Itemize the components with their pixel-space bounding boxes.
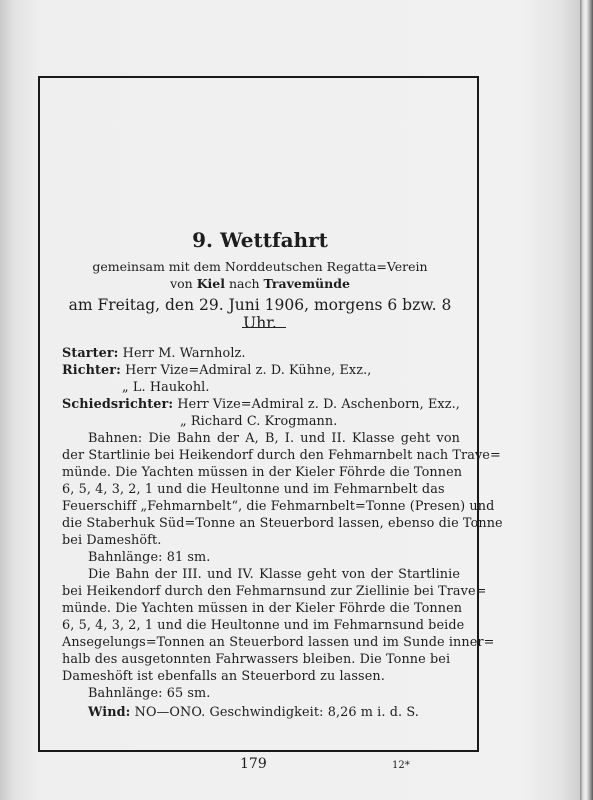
route-length-1: Bahnlänge: 81 sm. — [88, 550, 211, 565]
richter-value: Herr Vize=Admiral z. D. Kühne, Exz., — [120, 363, 372, 378]
body-line: münde. Die Yachten müssen in der Kieler Föhrde die Tonnen — [62, 465, 463, 480]
body-line: Die Bahn der III. und IV. Klasse geht von der Startlinie — [88, 567, 460, 582]
body-line: 6, 5, 4, 3, 2, 1 und die Heultonne und im Fehmarnsund beide — [62, 618, 465, 633]
divider-rule — [242, 327, 286, 328]
race-date: am Freitag, den 29. Juni 1906, morgens 6 bzw. 8 Uhr. — [68, 296, 452, 332]
body-line: Ansegelungs=Tonnen an Steuerbord lassen und im Sunde inner= — [62, 635, 495, 650]
route-to: Travemünde — [263, 276, 350, 291]
body-line: bei Dameshöft. — [62, 533, 162, 548]
signature-mark: 12* — [392, 760, 410, 771]
wind-line — [88, 705, 419, 720]
wind-label: Wind: — [88, 705, 131, 720]
starter-line — [62, 346, 246, 361]
starter-value: Herr M. Warnholz. — [118, 346, 246, 361]
body-line: münde. Die Yachten müssen in der Kieler Föhrde die Tonnen — [62, 601, 463, 616]
speed-value: 8,26 m i. d. S. — [323, 705, 419, 720]
body-line: Bahnen: Die Bahn der A, B, I. und II. Klasse geht von — [88, 431, 460, 446]
richter-line-2: „ L. Haukohl. — [122, 380, 210, 395]
schieds-line — [62, 397, 460, 412]
page-number: 179 — [240, 756, 267, 772]
speed-label: Geschwindigkeit: — [205, 705, 324, 720]
body-line: Dameshöft ist ebenfalls an Steuerbord zu lassen. — [62, 669, 385, 684]
richter-line — [62, 363, 371, 378]
richter-label: Richter: — [62, 363, 121, 378]
page-edge — [580, 0, 593, 800]
body-line: Feuerschiff „Fehmarnbelt“, die Fehmarnbelt=Tonne (Presen) und — [62, 499, 495, 514]
schieds-line-2: „ Richard C. Krogmann. — [180, 414, 338, 429]
route-from: Kiel — [196, 276, 226, 291]
route-length-2: Bahnlänge: 65 sm. — [88, 686, 211, 701]
wind-value: NO—ONO. — [130, 705, 206, 720]
body-line: bei Heikendorf durch den Fehmarnsund zur Ziellinie bei Trave= — [62, 584, 487, 599]
body-line: der Startlinie bei Heikendorf durch den Fehmarnbelt nach Trave= — [62, 448, 501, 463]
body-line: 6, 5, 4, 3, 2, 1 und die Heultonne und im Fehmarnbelt das — [62, 482, 445, 497]
body-line: die Staberhuk Süd=Tonne an Steuerbord lassen, ebenso die Tonne — [62, 516, 503, 531]
body-line: halb des ausgetonnten Fahrwassers bleiben. Die Tonne bei — [62, 652, 451, 667]
route-mid: nach — [225, 276, 264, 291]
route-pre: von — [170, 276, 197, 291]
race-subtitle: gemeinsam mit dem Norddeutschen Regatta=Verein — [92, 259, 428, 274]
schieds-value: Herr Vize=Admiral z. D. Aschenborn, Exz., — [173, 397, 460, 412]
starter-label: Starter: — [62, 346, 119, 361]
schieds-label: Schiedsrichter: — [62, 397, 174, 412]
race-route — [60, 276, 460, 291]
race-heading: 9. Wettfahrt — [192, 228, 328, 252]
